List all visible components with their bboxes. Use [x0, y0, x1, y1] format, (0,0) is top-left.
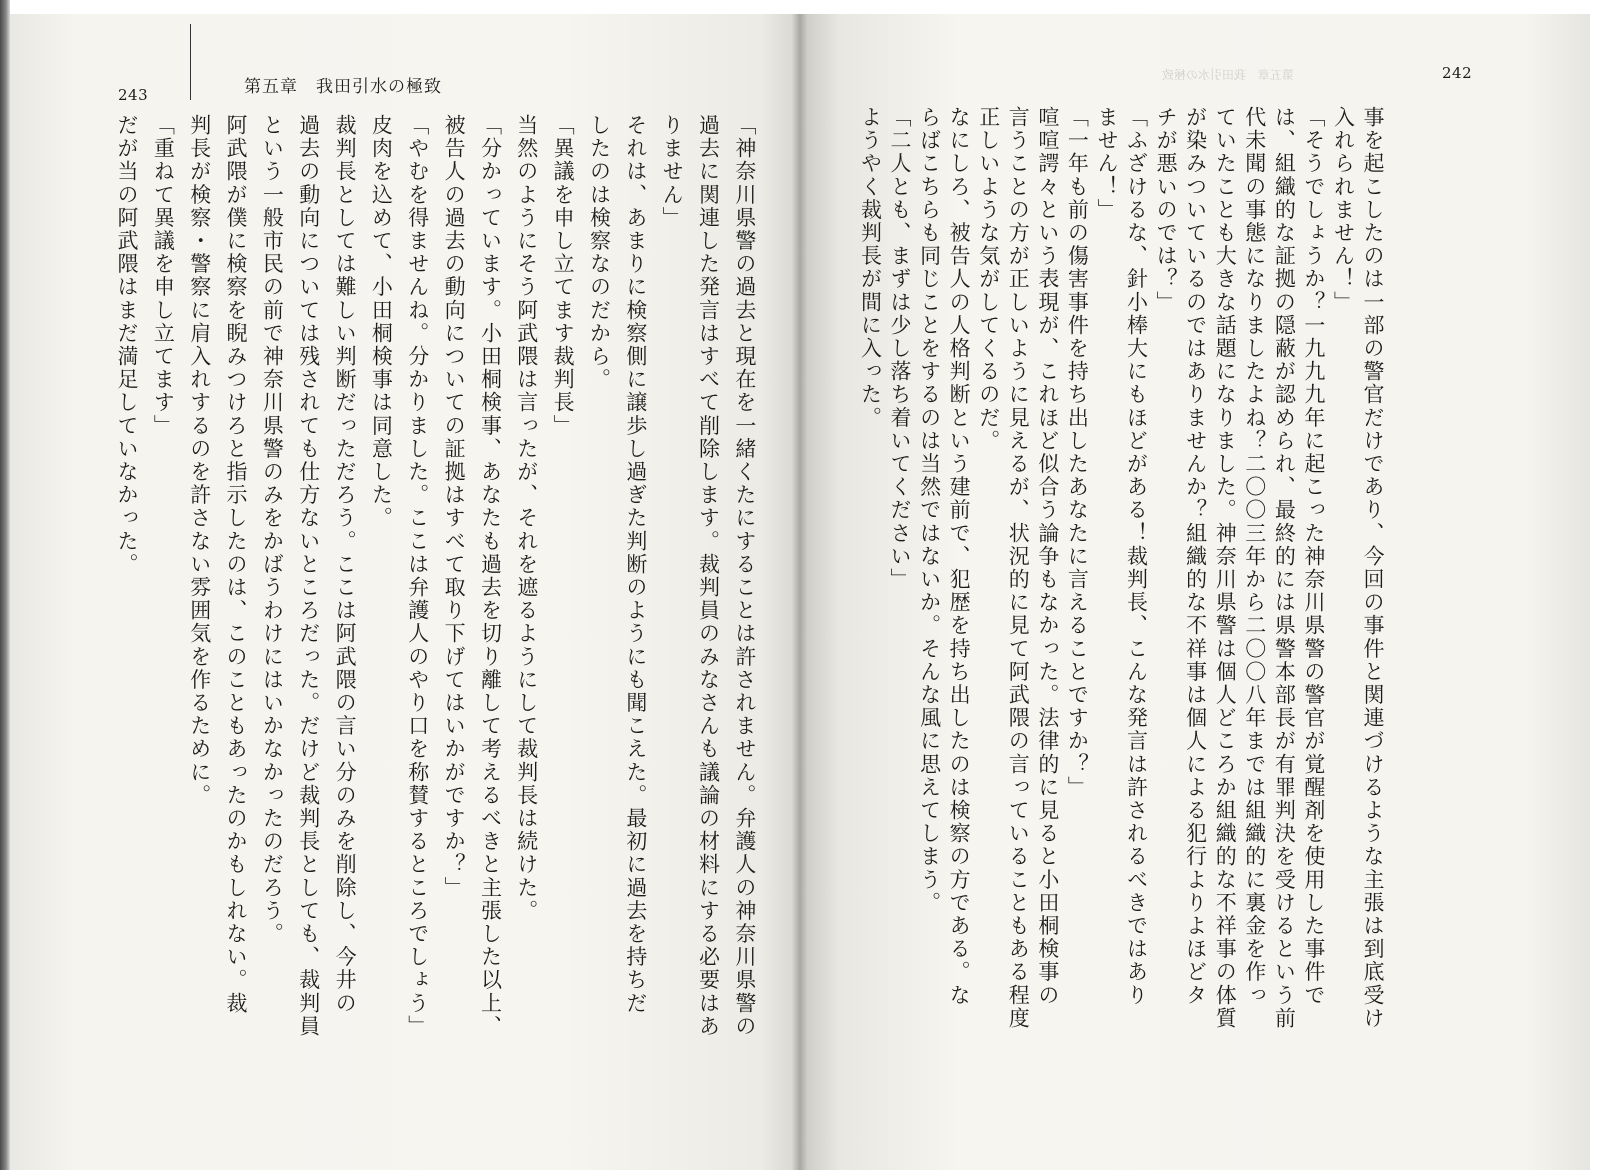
text-line: チが悪いのでは？」 — [1154, 106, 1179, 314]
text-line: 皮肉を込めて、小田桐検事は同意した。 — [369, 114, 394, 530]
text-line: 当然のようにそう阿武隈は言ったが、それを遮るようにして裁判長は続けた。 — [514, 114, 539, 923]
text-line: 過去の動向については残されても仕方ないところだった。だけど裁判長としても、裁判員 — [296, 114, 321, 1038]
text-line: 判長が検察・警察に肩入れするのを許さない雰囲気を作るために。 — [187, 114, 212, 807]
text-line: 「そうでしょうか？一九九九年に起こった神奈川県警の警官が覚醒剤を使用した事件で — [1301, 106, 1326, 1007]
left-page-number: 243 — [118, 86, 149, 104]
text-line: 言うことの方が正しいように見えるが、状況的に見て阿武隈の言っていることもある程度 — [1006, 106, 1031, 1030]
text-line: ていたことも大きな話題になりました。神奈川県警は個人どころか組織的な不祥事の体質 — [1213, 106, 1238, 1030]
text-line: ようやく裁判長が間に入った。 — [858, 106, 883, 430]
text-line: 過去に関連した発言はすべて削除します。裁判員のみなさんも議論の材料にする必要はあ — [696, 114, 721, 1038]
text-line: 「神奈川県警の過去と現在を一緒くたにすることは許されません。弁護人の神奈川県警の — [732, 114, 757, 1038]
text-line: 裁判長としては難しい判断だっただろう。ここは阿武隈の言い分のみを削除し、今井の — [333, 114, 358, 1015]
text-line: 「やむを得ませんね。分かりました。ここは弁護人のやり口を称賛するところでしょう」 — [405, 114, 430, 1038]
text-line: 代未聞の事態になりましたよね？二〇〇三年から二〇〇八年までは組織的に裏金を作っ — [1242, 106, 1267, 1007]
right-page-number: 242 — [1442, 64, 1473, 82]
left-page-body — [110, 114, 762, 1074]
running-head-rule — [190, 24, 191, 100]
text-line: が染みついているのではありませんか？組織的な不祥事は個人による犯行よりよほどタ — [1183, 106, 1208, 1007]
scanner-edge-shadow — [0, 0, 10, 1170]
book-gutter — [792, 14, 808, 1170]
text-line: それは、あまりに検察側に譲歩し過ぎた判断のようにも聞こえた。最初に過去を持ちだ — [623, 114, 648, 1015]
text-line: 「ふざけるな、針小棒大にもほどがある！裁判長、こんな発言は許されるべきではあり — [1124, 106, 1149, 1007]
text-line: という一般市民の前で神奈川県警のみをかばうわけにはいかなかったのだろう。 — [260, 114, 285, 946]
text-line: ません！」 — [1094, 106, 1119, 222]
text-line: 「二人とも、まずは少し落ち着いてください」 — [888, 106, 912, 592]
text-line: 「一年も前の傷害事件を持ち出したあなたに言えることですか？」 — [1065, 106, 1090, 799]
text-line: 入れられません！」 — [1331, 106, 1356, 314]
text-line: 事を起こしたのは一部の警官だけであり、今回の事件と関連づけるような主張は到底受け — [1361, 106, 1385, 1030]
text-line: 「重ねて異議を申し立てます」 — [151, 114, 176, 438]
text-line: 喧喧諤々という表現が、これほど似合う論争もなかった。法律的に見ると小田桐検事の — [1035, 106, 1060, 1007]
left-running-head: 第五章 我田引水の極致 — [244, 77, 442, 97]
text-line: だが当の阿武隈はまだ満足していなかった。 — [115, 114, 139, 576]
text-line: りません」 — [660, 114, 685, 230]
text-line: したのは検察なのだから。 — [587, 114, 612, 392]
text-line: は、組織的な証拠の隠蔽が認められ、最終的には県警本部長が有罪判決を受けるという前 — [1272, 106, 1297, 1030]
text-line: 「分かっています。小田桐検事、あなたも過去を切り離して考えるべきと主張した以上、 — [478, 114, 503, 1038]
text-line: 阿武隈が僕に検察を睨みつけろと指示したのは、このこともあったのかもしれない。裁 — [224, 114, 249, 1015]
text-line: なにしろ、被告人の人格判断という建前で、犯歴を持ち出したのは検察の方である。な — [947, 106, 972, 1007]
show-through-running-head: 第五章 我田引水の極致 — [1162, 68, 1295, 82]
text-line: 「異議を申し立てます裁判長」 — [551, 114, 576, 438]
text-line: らばこちらも同じことをするのは当然ではないか。そんな風に思えてしまう。 — [917, 106, 942, 915]
right-page-body — [858, 106, 1390, 1070]
text-line: 被告人の過去の動向についての証拠はすべて取り下げてはいかがですか？」 — [442, 114, 467, 900]
text-line: 正しいような気がしてくるのだ。 — [976, 106, 1001, 453]
